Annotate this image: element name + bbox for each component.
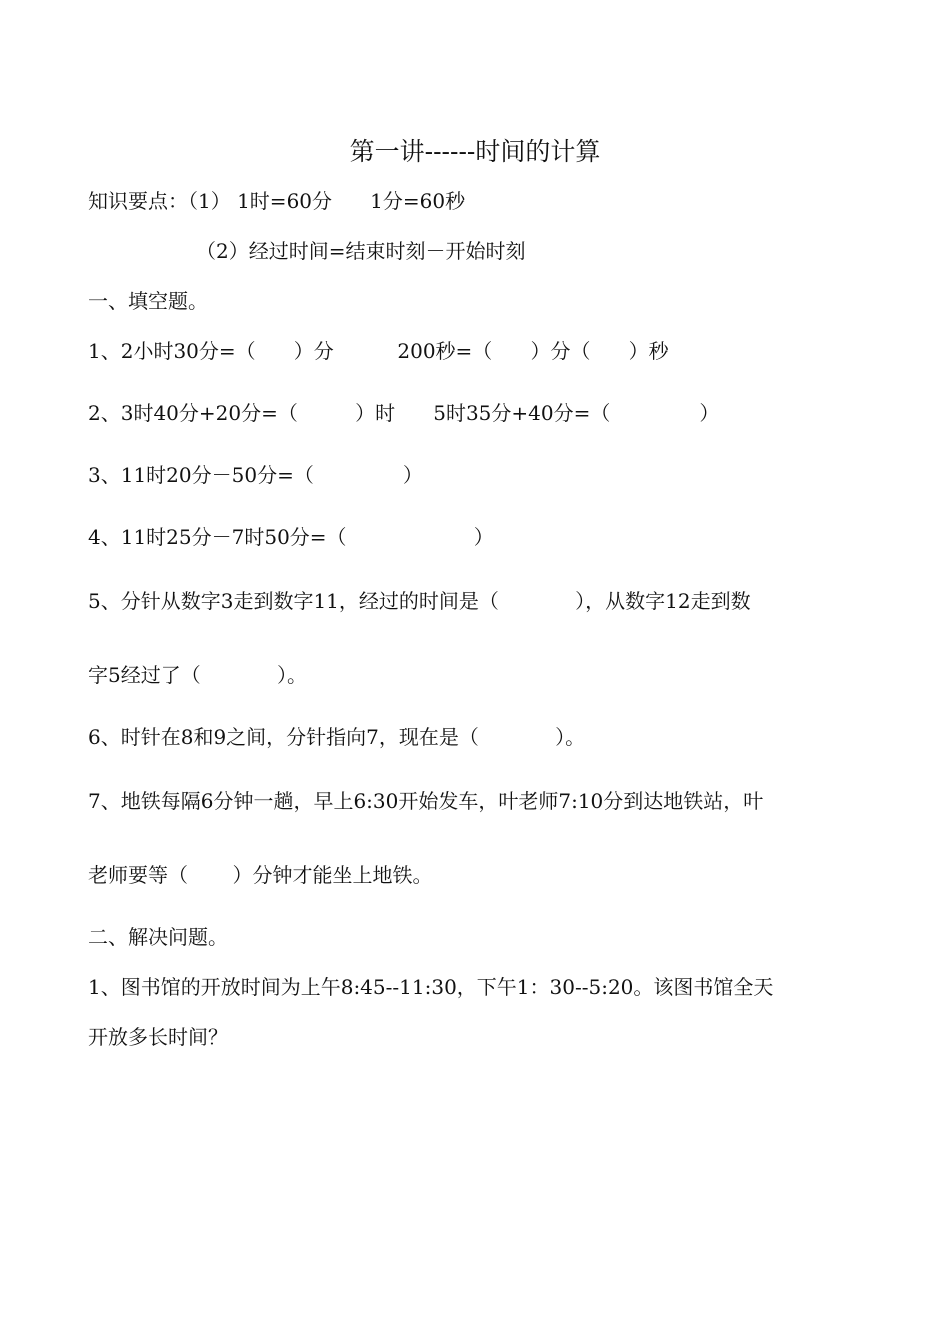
section-2-heading: 二、解决问题。 [88, 925, 228, 949]
question-1-7-line-2: 老师要等（ ）分钟才能坐上地铁。 [88, 863, 433, 887]
question-1-5-line-2: 字5经过了（ ）。 [88, 663, 308, 687]
page-title: 第一讲------时间的计算 [349, 137, 601, 166]
question-1-1: 1、2小时30分=（ ）分 200秒=（ ）分（ ）秒 [88, 339, 669, 363]
question-1-6: 6、时针在8和9之间，分针指向7，现在是（ ）。 [88, 725, 586, 749]
question-1-2: 2、3时40分+20分=（ ）时 5时35分+40分=（ ） [88, 401, 720, 425]
question-2-1-line-2: 开放多长时间？ [88, 1025, 228, 1049]
question-1-5-line-1: 5、分针从数字3走到数字11，经过的时间是（ ），从数字12走到数 [88, 589, 751, 613]
question-1-7-line-1: 7、地铁每隔6分钟一趟，早上6:30开始发车，叶老师7:10分到达地铁站，叶 [88, 789, 764, 813]
question-1-3: 3、11时20分－50分=（ ） [88, 463, 423, 487]
knowledge-point-1: 知识要点：（1） 1时=60分 1分=60秒 [88, 189, 466, 213]
section-1-heading: 一、填空题。 [88, 289, 208, 313]
question-1-4: 4、11时25分－7时50分=（ ） [88, 525, 494, 549]
question-2-1-line-1: 1、图书馆的开放时间为上午8:45--11:30，下午1：30--5:20。该图书馆全天 [88, 975, 774, 999]
knowledge-point-2: （2）经过时间=结束时刻－开始时刻 [196, 239, 526, 263]
